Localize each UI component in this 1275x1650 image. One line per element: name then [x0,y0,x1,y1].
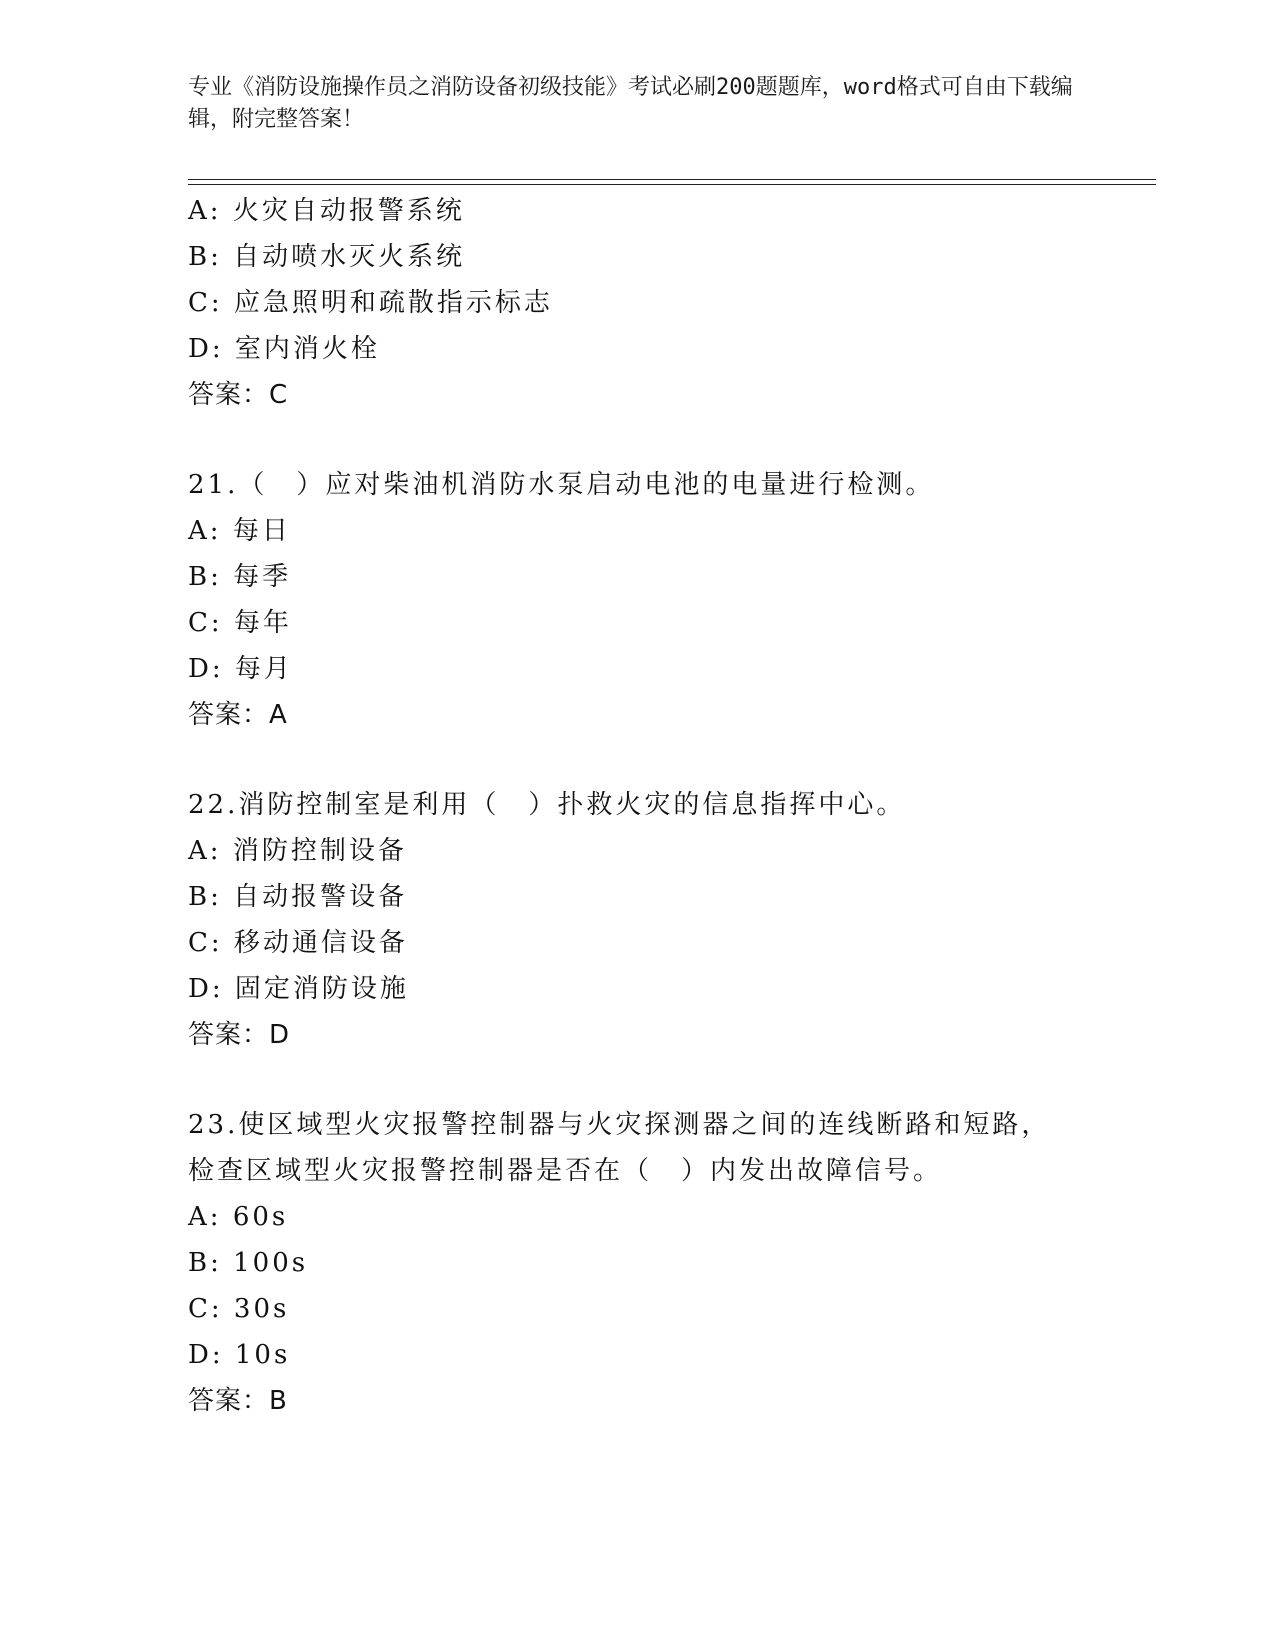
option-d: D: 每月 [188,654,293,684]
option-a: A: 每日 [188,516,291,546]
option-b: B: 自动喷水灭火系统 [188,242,466,272]
header-divider-top [188,179,1156,180]
question-stem: 22.消防控制室是利用（ ）扑救火灾的信息指挥中心。 [188,790,906,820]
question-stem: 21.（ ）应对柴油机消防水泵启动电池的电量进行检测。 [188,470,935,500]
question-list [188,188,1088,1424]
option-b: B: 每季 [188,562,292,592]
question-22 [188,782,1088,1058]
option-c: C: 每年 [188,608,292,638]
header-divider-bottom [188,184,1156,185]
answer: 答案：C [188,380,289,410]
answer: 答案：A [188,700,288,730]
option-c: C: 应急照明和疏散指示标志 [188,288,553,318]
document-header: 专业《消防设施操作员之消防设备初级技能》考试必刷200题题库，word格式可自由下载编辑，附完整答案！ [188,75,1073,132]
option-b: B: 100s [188,1248,309,1278]
option-d: D: 室内消火栓 [188,334,380,364]
answer: 答案：B [188,1386,288,1416]
option-c: C: 30s [188,1294,290,1324]
option-a: A: 60s [188,1202,289,1232]
option-a: A: 消防控制设备 [188,836,407,866]
option-d: D: 固定消防设施 [188,974,409,1004]
option-c: C: 移动通信设备 [188,928,408,958]
option-a: A: 火灾自动报警系统 [188,196,465,226]
question-stem: 23.使区域型火灾报警控制器与火灾探测器之间的连线断路和短路，检查区域型火灾报警控制器是否在（ ）内发出故障信号。 [188,1110,1051,1186]
question-partial [188,188,1088,418]
option-b: B: 自动报警设备 [188,882,408,912]
answer: 答案：D [188,1020,291,1050]
question-23 [188,1102,1088,1424]
option-d: D: 10s [188,1340,291,1370]
question-21 [188,462,1088,738]
